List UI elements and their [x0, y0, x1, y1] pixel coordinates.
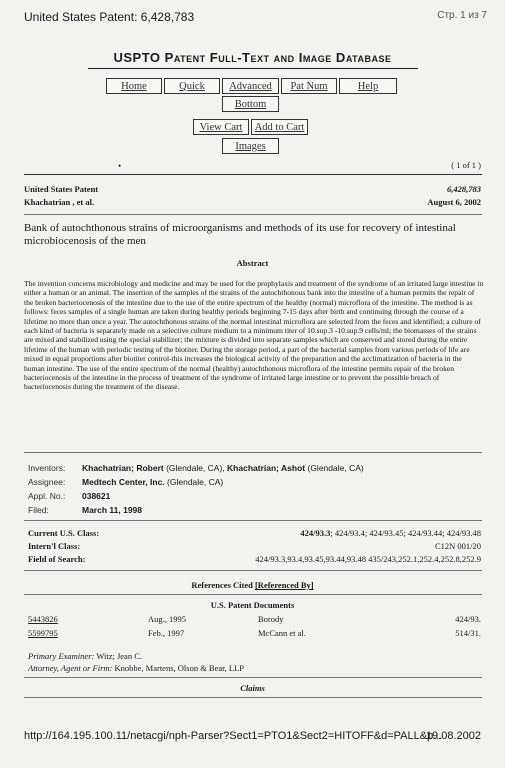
field-of-search-value: 424/93.3,93.4,93.45,93.44,93.48 435/243,252.1,252.4,252.8,252.9 — [255, 554, 481, 564]
ref-2-class: 514/31. — [455, 628, 481, 638]
claims-heading: Claims — [240, 683, 265, 693]
ref-2-number-link[interactable]: 5599795 — [28, 628, 58, 638]
bottom-button[interactable]: Bottom — [222, 96, 279, 112]
inventor-1: Khachatrian; Robert — [82, 463, 164, 473]
appl-no-value: 038621 — [82, 491, 111, 501]
us-class-value — [300, 528, 481, 538]
patent-type-label: United States Patent — [24, 184, 99, 194]
attorney-value: Knobbe, Martens, Olson & Bear, LLP — [112, 663, 245, 673]
assignee-name: Medtech Center, Inc. — [82, 477, 165, 487]
inventor-short: Khachatrian , et al. — [24, 197, 95, 207]
abstract-heading: Abstract — [236, 258, 269, 268]
inventors-value — [82, 463, 364, 473]
patent-number: 6,428,783 — [447, 184, 481, 194]
pat-num-button[interactable]: Pat Num — [281, 78, 337, 94]
primary-examiner — [28, 651, 142, 661]
print-header-page: Стр. 1 из 7 — [437, 10, 487, 21]
assignee-label: Assignee: — [28, 477, 66, 487]
patent-title: Bank of autochthonous strains of microorganisms and methods of its use for recovery of intestinal microbiocenosis of the men — [24, 222, 456, 247]
advanced-search-button[interactable]: Advanced — [222, 78, 279, 94]
divider-id — [24, 214, 482, 215]
primary-examiner-label: Primary Examiner: — [28, 651, 95, 661]
inventors-label: Inventors: — [28, 463, 66, 473]
us-class-rest: ; 424/93.4; 424/93.45; 424/93.44; 424/93.48 — [330, 528, 481, 538]
ref-1-class: 424/93. — [455, 614, 481, 624]
ref-1-date: Aug., 1995 — [148, 614, 187, 624]
print-footer-url: http://164.195.100.11/netacgi/nph-Parser?Sect1=PTO1&Sect2=HITOFF&d=PALL&p... — [24, 730, 443, 742]
abstract-text: The invention concerns microbiology and medicine and may be used for the prophylaxis and treatment of the syndrome of an irritated large intestine in either a human or an animal. The insertion of the samples of the strains of the autochthonous bank into the intestine of a human permits the repair of the broken bacteriocenosis of the intestine due to the use of the entire spectrum of the healthy (normal) microflora of the intestine. The method is as follows: feces samples of a single human are taken during healthy periods beginning 7-15 days after birth and continuing through the course of a lifetime no more than once a year. The autochthonous strains of the normal intestinal microflora are selected from the feces and identified; a culture of each kind of bacteria is separately made on a selective culture medium to a minimum titer of 10.sup.3 -10.sup.9 cells/ml; the biomasses of the strains are mixed and stabilized using the special stabilizer; the mixture is divided into separate samples which are conserved and stored during the entire lifetime of the human with periodic testing of the biotiter. During the storage period, a part of the bacterial samples from various periods of life are mixed in equal proportions after biotiter control-this increases the biological activity of the preparation and the acclimatization of bacteria in the human intestine. The use of the entire spectrum of the normal (healthy) autochthonous microflora of the intestine permits repair of the broken bacteriocenosis of the intestine in the process of treatment of the syndrome of irritated large intestine or to prevent the possible breach of bacteriocenosis during the treatment of the disease. — [24, 279, 484, 392]
us-class-label: Current U.S. Class: — [28, 528, 100, 538]
help-button[interactable]: Help — [339, 78, 397, 94]
primary-examiner-value: Witz; Jean C. — [94, 651, 143, 661]
references-cited-label: References Cited — [191, 580, 253, 590]
intl-class-value: C12N 001/20 — [434, 541, 481, 551]
inventor-2: Khachatrian; Ashot — [227, 463, 306, 473]
us-class-main: 424/93.3 — [300, 528, 331, 538]
filed-value: March 11, 1998 — [82, 505, 143, 515]
divider-biblio — [24, 520, 482, 521]
home-button[interactable]: Home — [106, 78, 162, 94]
view-cart-button[interactable]: View Cart — [193, 119, 249, 135]
appl-no-label: Appl. No.: — [28, 491, 66, 501]
assignee-location: (Glendale, CA) — [164, 477, 224, 487]
ref-1-number-link[interactable]: 5443826 — [28, 614, 58, 624]
add-to-cart-button[interactable]: Add to Cart — [251, 119, 308, 135]
print-header-title: United States Patent: 6,428,783 — [24, 10, 195, 24]
images-button[interactable]: Images — [222, 138, 279, 154]
divider-examiner — [24, 677, 482, 678]
divider-claims — [24, 697, 482, 698]
divider-abstract — [24, 452, 482, 453]
print-footer-date: 19.08.2002 — [425, 730, 481, 742]
references-heading — [0, 580, 505, 590]
assignee-value — [82, 477, 223, 487]
filed-label: Filed: — [28, 505, 49, 515]
field-of-search-label: Field of Search: — [28, 554, 86, 564]
us-patent-documents-heading: U.S. Patent Documents — [210, 600, 295, 610]
inventor-2-location: (Glendale, CA) — [305, 463, 364, 473]
attorney-label: Attorney, Agent or Firm: — [28, 663, 113, 673]
divider-refs — [24, 594, 482, 595]
quick-search-button[interactable]: Quick — [164, 78, 220, 94]
divider-top — [24, 174, 482, 175]
intl-class-label: Intern'l Class: — [28, 541, 81, 551]
bullet-mark: • — [118, 161, 122, 171]
database-title: USPTO Patent Full-Text and Image Database — [113, 50, 392, 65]
divider-class — [24, 570, 482, 571]
referenced-by-link[interactable]: [Referenced By] — [254, 580, 314, 590]
title-underline — [88, 68, 418, 69]
ref-2-name: McCann et al. — [258, 628, 306, 638]
patent-date: August 6, 2002 — [427, 197, 481, 207]
hit-count: ( 1 of 1 ) — [451, 160, 481, 170]
attorney-agent — [28, 663, 244, 673]
ref-1-name: Borody — [258, 614, 284, 624]
inventor-1-location: (Glendale, CA), — [163, 463, 228, 473]
ref-2-date: Feb., 1997 — [148, 628, 185, 638]
